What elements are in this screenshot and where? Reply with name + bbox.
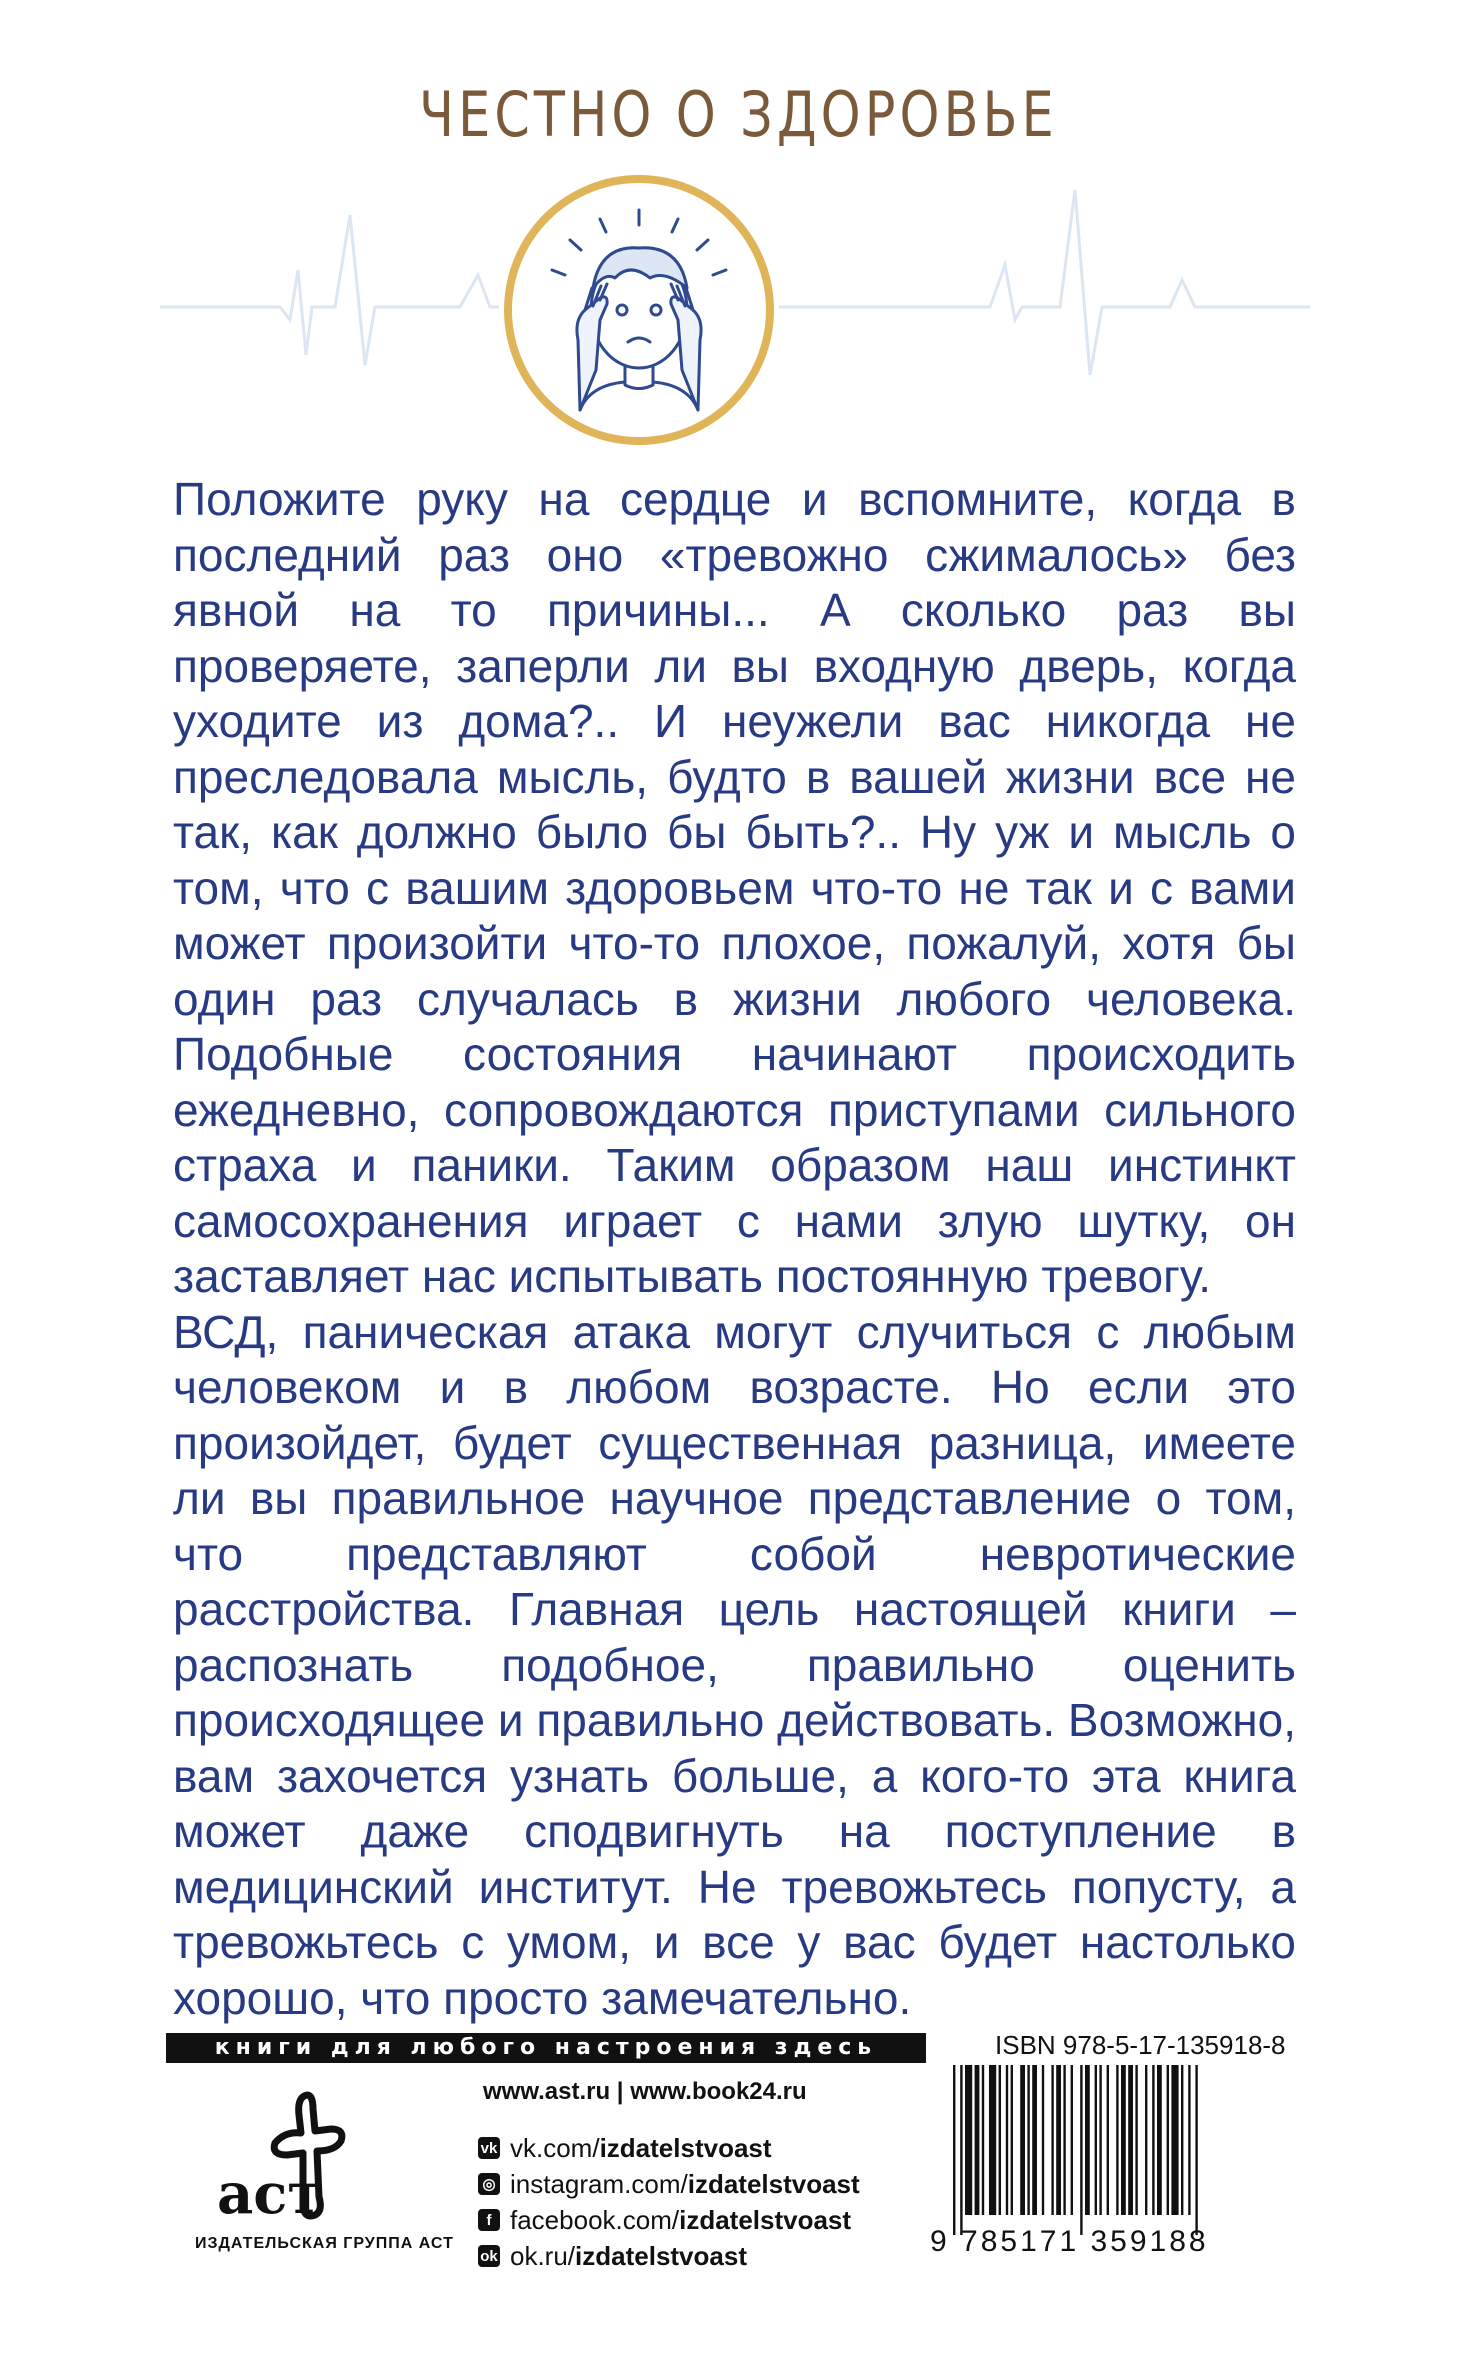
social-link-vk[interactable]: vk vk.com/ izdatelstvoast [478,2130,860,2166]
paragraph-2: ВСД, паническая атака могут случиться с любым человеком и в любом возрасте. Но если это произойдет, будет существенная разница, имеете ли вы правильное научное представление о том, что представляют собой невротические расстройства. Главная цель настоящей книги – распознать подобное, правильно оценить происходящее и правильно действовать. Возможно, вам захочется узнать больше, а кого-то эта книга может даже сподвигнуть на поступление в медицинский институт. Не тревожьтесь попусту, а тревожьтесь с умом, и все у вас будет настолько хорошо, что просто замечательно. [173,1305,1296,2024]
paragraph-1: Положите руку на сердце и вспомните, когда в последний раз оно «тревожно сжималось» без явной на то причины... А сколько раз вы проверяете, заперли ли вы входную дверь, когда уходите из дома?.. И неужели вас никогда не преследовала мысль, будто в вашей жизни все не так, как должно было бы быть?.. Ну уж и мысль о том, что с вашим здоровьем что-то не так и с вами может произойти что-то плохое, пожалуй, хотя бы один раз случалась в жизни любого человека. Подобные состояния начинают происходить ежедневно, сопровождаются приступами сильного страха и паники. Таким образом наш инстинкт самосохранения играет с нами злую шутку, он заставляет нас испытывать постоянную тревогу. [173,473,1296,1302]
isbn-number: ISBN 978-5-17-135918-8 [995,2030,1286,2060]
barcode-bar [1167,2065,1169,2215]
vk-icon: vk [478,2137,500,2159]
barcode-bar [953,2065,955,2235]
barcode-bar [1145,2065,1147,2215]
barcode-bar [1032,2065,1037,2215]
barcode-digits: 9 785171 359188 [930,2225,1209,2258]
tagline-banner: книги для любого настроения здесь [166,2033,926,2063]
barcode-bar [1020,2065,1025,2215]
facebook-icon: f [478,2209,500,2231]
barcode-bar [1027,2065,1029,2215]
barcode-bar [975,2065,980,2215]
barcode-bar [965,2065,972,2215]
barcode-bar [1006,2065,1008,2215]
social-link-facebook[interactable]: f facebook.com/ izdatelstvoast [478,2202,860,2238]
ast-logo-icon [215,2085,355,2225]
barcode [953,2065,1286,2235]
barcode-bar [1152,2065,1154,2215]
barcode-bar [1095,2065,1097,2215]
barcode-bar [1011,2065,1013,2215]
barcode-bar [1128,2065,1133,2215]
body-text [173,472,1296,2026]
barcode-bar [1181,2065,1183,2215]
barcode-bar [960,2065,962,2235]
barcode-bar [982,2065,984,2215]
barcode-bar [999,2065,1001,2215]
logo-text: аст [217,2161,323,2225]
barcode-bar [1051,2065,1053,2215]
instagram-icon: ◎ [478,2173,500,2195]
barcode-bar [1135,2065,1137,2215]
barcode-bar [989,2065,996,2215]
publisher-name: ИЗДАТЕЛЬСКАЯ ГРУППА АСТ [195,2235,454,2252]
barcode-bar [1188,2065,1190,2215]
barcode-bar [1063,2065,1065,2215]
barcode-bar [1042,2065,1044,2215]
barcode-bar [1085,2065,1090,2215]
barcode-bar [1157,2065,1162,2215]
barcode-bar [1195,2065,1197,2235]
barcode-bar [1099,2065,1101,2215]
social-link-ok[interactable]: ok ok.ru/ izdatelstvoast [478,2238,860,2274]
website-links[interactable]: www.ast.ru | www.book24.ru [483,2078,807,2105]
social-link-instagram[interactable]: ◎ instagram.com/ izdatelstvoast [478,2166,860,2202]
series-title: ЧЕСТНО О ЗДОРОВЬЕ [419,78,1058,151]
barcode-bar [1121,2065,1126,2215]
hero-illustration [160,170,1310,470]
barcode-bar [1107,2065,1109,2215]
social-links [478,2130,860,2274]
ok-icon: ok [478,2245,500,2267]
barcode-bar [1080,2065,1082,2235]
barcode-bar [1171,2065,1178,2215]
barcode-bar [1056,2065,1061,2215]
barcode-bar [1116,2065,1118,2215]
barcode-bar [1071,2065,1073,2215]
